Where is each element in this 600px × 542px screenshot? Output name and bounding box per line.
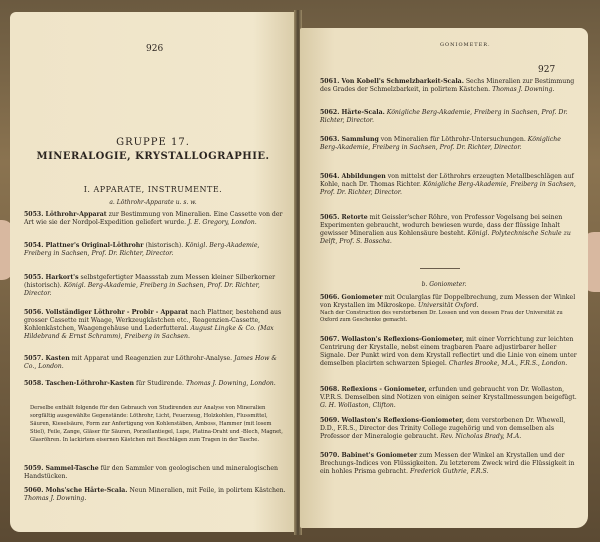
entry-text: von Mineralien für Löthrohr-Untersuchungen. (380, 136, 526, 143)
entry-exhibitor: Universität Oxford. (417, 302, 479, 309)
page-number-right: 927 (538, 65, 556, 75)
entry-exhibitor: Königl. Berg-Akademie, Freiberg in Sachsen, Prof. Dr. Richter, Director. (24, 242, 260, 257)
entry-exhibitor: Königliche Berg-Akademie, Freiberg in Sachsen, Prof. Dr. Richter, Director. (320, 136, 561, 151)
entry-5058-note (30, 404, 286, 444)
entry-5053 (24, 211, 286, 227)
left-page (10, 12, 296, 532)
entry-5068 (320, 386, 578, 410)
entry-5061 (320, 78, 578, 94)
entry-text: für den Sammler von geologischen und mineralogischen Handstücken. (24, 465, 278, 480)
running-head: GONIOMETER. (440, 42, 491, 48)
entry-title: 5056. Vollständiger Löthrohr - Probir - Apparat (24, 309, 189, 316)
entry-title: 5063. Sammlung (320, 136, 379, 143)
entry-exhibitor: Königliche Berg-Akademie, Freiberg in Sachsen, Prof. Dr. Richter, Director. (320, 109, 568, 124)
entry-text: von mittelst der Löthrohrs erzeugten Metallbeschlägen auf Kohle, nach Dr. Thomas Richter. (320, 173, 574, 188)
entry-5057 (24, 355, 286, 371)
entry-title: 5067. Wollaston's Reflexions-Goniometer, (320, 336, 465, 343)
entry-text: dem verstorbenen Dr. Whewell, D.D., F.R.S., Director des Trinity College zugehörig und von demselben als Professor der Mineralogie gebraucht. (320, 417, 566, 440)
entry-title: 5054. Plattner's Original-Löthrohr (24, 242, 144, 249)
entry-title: 5058. Taschen-Löthrohr-Kasten (24, 380, 135, 387)
entry-exhibitor: Frederick Guthrie, F.R.S. (409, 468, 489, 475)
entry-exhibitor: Königl. Berg-Akademie, Freiberg in Sachsen, Prof. Dr. Richter, Director. (24, 282, 260, 297)
entry-text: mit Ocularglas für Doppelbrechung, zum Messen der Winkel von Krystallen im Mikroskope. (320, 294, 576, 309)
entry-exhibitor: Thomas J. Downing. (492, 86, 555, 93)
entry-title: 5068. Reflexions - Goniometer, (320, 386, 427, 393)
entry-note: Derselbe enthält folgende für den Gebrauch von Studirenden zur Analyse von Mineralien sorgfältig ausgewählte Gegenstände: Löthrohr, Licht, Feuerzeug, Holzkohlen, Flussmittel, Säuren, Kieselsäure, Form zur Anfertigung von Kohlenstäben, Amboss, Hammer (mit losem Stiel), Feile, Zange, Gläser für Säuren, Porzellantiegel, Lupe, Platina-Draht und -Blech, Magnet, Glasröhren. In lackirtem eisernen Kästchen mit Beschlägen zum Tragen in der Tasche. (30, 405, 283, 443)
entry-text: (historisch). (145, 242, 184, 249)
entry-text: nach Plattner, bestehend aus grosser Cassette mit Waage, Werkzeugkästchen etc., Reagenzien-Cassette, Kohlenkästchen, Waagengehäuse und Lederfutteral. (24, 309, 282, 332)
entry-title: 5069. Wollaston's Reflexions-Goniometer, (320, 417, 465, 424)
entry-title: 5066. Goniometer (320, 294, 383, 301)
entry-5060 (24, 487, 286, 503)
entry-5064 (320, 173, 578, 197)
entry-exhibitor: Rev. Nicholas Brady, M.A. (440, 433, 522, 440)
entry-title: 5062. Härte-Scala. (320, 109, 385, 116)
entry-5059 (24, 465, 286, 481)
entry-exhibitor: Thomas J. Downing, London. (186, 380, 276, 387)
entry-title: 5057. Kasten (24, 355, 70, 362)
entry-text: für Studirende. (135, 380, 185, 387)
entry-exhibitor: Königl. Polytechnische Schule zu Delft, Prof. S. Bosscha. (320, 230, 571, 245)
entry-exhibitor: Charles Brooke, M.A., F.R.S., London. (448, 360, 568, 367)
entry-title: 5053. Löthrohr-Apparat (24, 211, 107, 218)
entry-exhibitor: Königliche Berg-Akademie, Freiberg in Sachsen, Prof. Dr. Richter, Director. (320, 181, 576, 196)
entry-text: mit Apparat und Reagenzien zur Löthrohr-Analyse. (71, 355, 233, 362)
entry-text: Sechs Mineralien zur Bestimmung des Grades der Schmelzbarkeit, in polirtem Kästchen. (320, 78, 575, 93)
entry-title: 5061. Von Kobell's Schmelzbarkeit-Scala. (320, 78, 464, 85)
entry-exhibitor: August Lingke & Co. (Max Hildebrand & Ernst Schramm), Freiberg in Sachsen. (24, 325, 274, 340)
entry-note: Nach der Construction des verstorbenen Dr. Lossen und von dessen Frau der Universität zu Oxford zum Geschenke gemacht. (320, 310, 563, 323)
page-number-left: 926 (146, 44, 164, 54)
subsection-heading: a. Löthrohr-Apparate u. s. w. (109, 199, 197, 206)
entry-text: zur Bestimmung von Mineralien. Eine Cassette von der Art wie sie der Nordpol-Expedition geliefert wurde. (24, 211, 283, 226)
entry-text: zum Messen der Winkel an Krystallen und der Brechungs-Indices von Flüssigkeiten. Zu letzterem Zweck wird die Flüssigkeit in ein hohles Prisma gebracht. (320, 452, 575, 475)
section-heading: I. APPARATE, INSTRUMENTE. (83, 185, 223, 194)
entry-5063 (320, 136, 578, 152)
entry-5066 (320, 294, 578, 323)
entry-5055 (24, 274, 286, 298)
entry-title: 5060. Mohs'sche Härte-Scala. (24, 487, 128, 494)
entry-title: 5055. Harkort's (24, 274, 79, 281)
group-title: MINERALOGIE, KRYSTALLOGRAPHIE. (36, 151, 270, 162)
entry-title: 5070. Babinet's Goniometer (320, 452, 418, 459)
entry-5069 (320, 417, 578, 441)
right-page (300, 28, 588, 528)
entry-text: mit einer Vorrichtung zur leichten Centrirung der Krystalle, nebst einem tragbaren Paare adjustirbarer heller Signale. Der Punkt wird von dem Krystall reflectirt und die Linie von einem unter demselben placirten schwarzen Spiegel. (320, 336, 577, 367)
entry-5056 (24, 309, 286, 341)
entry-5054 (24, 242, 286, 258)
entry-exhibitor: G. H. Wollaston, Clifton. (320, 402, 396, 409)
entry-exhibitor: James How & Co., London. (24, 355, 277, 370)
section-rule (420, 268, 460, 269)
entry-5065 (320, 214, 578, 246)
entry-text: mit Geissler'scher Röhre, von Professor Vogelsang bei seinen Experimenten gebraucht, wodurch bewiesen wurde, dass der flüssige Inhalt gewisser Mineralien aus Kohlensäure besteht. (320, 214, 563, 237)
entry-title: 5059. Sammel-Tasche (24, 465, 99, 472)
entry-5067 (320, 336, 578, 368)
entry-5062 (320, 109, 578, 125)
entry-text: selbstgefertigter Maassstab zum Messen kleiner Silberkorner (historisch). (24, 274, 276, 289)
entry-title: 5065. Retorte (320, 214, 368, 221)
entry-exhibitor: J. E. Gregory, London. (188, 219, 257, 226)
entry-5070 (320, 452, 578, 476)
entry-text: erfunden und gebraucht von Dr. Wollaston, V.P.R.S. Demselben sind Notizen von einigen seiner Krystallmessungen beigefügt. (320, 386, 577, 401)
entry-5058 (24, 380, 286, 388)
entry-title: 5064. Abbildungen (320, 173, 386, 180)
subsection-heading: b. Goniometer. (421, 281, 467, 288)
entry-exhibitor: Thomas J. Downing. (24, 495, 87, 502)
entry-text: Neun Mineralien, mit Feile, in polirtem Kästchen. (129, 487, 286, 494)
group-heading: GRUPPE 17. (116, 137, 190, 148)
